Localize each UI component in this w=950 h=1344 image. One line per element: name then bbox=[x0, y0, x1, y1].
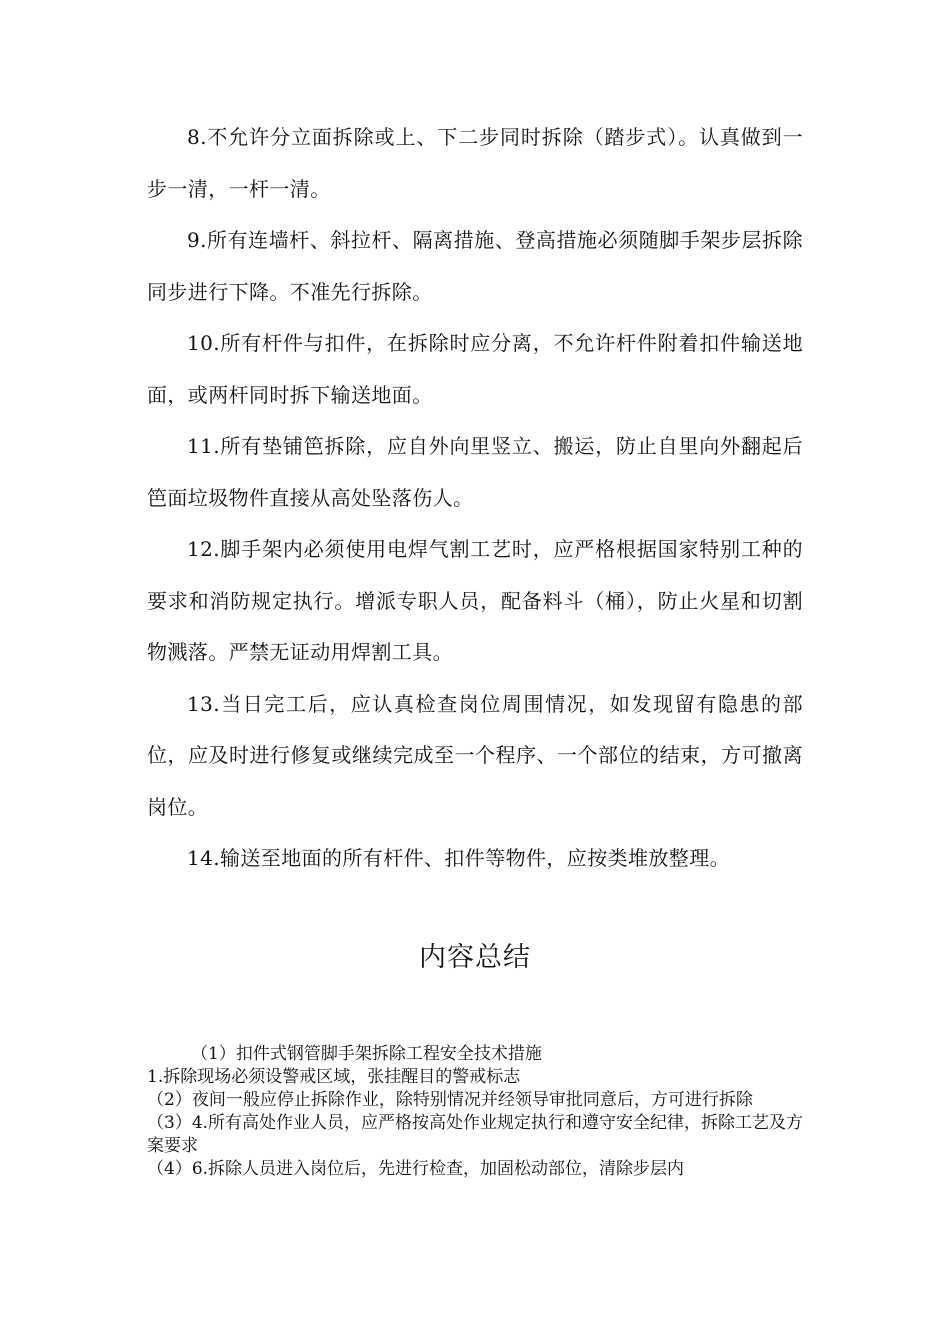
body-text bbox=[147, 112, 803, 885]
paragraph-item-9: 9.所有连墙杆、斜拉杆、隔离措施、登高措施必须随脚手架步层拆除同步进行下降。不准先行拆除。 bbox=[147, 228, 803, 304]
summary-line: （1）扣件式钢管脚手架拆除工程安全技术措施 bbox=[191, 1044, 542, 1064]
paragraph-item-11: 11.所有垫铺笆拆除，应自外向里竖立、搬运，防止自里向外翻起后笆面垃圾物件直接从高处坠落伤人。 bbox=[147, 434, 803, 510]
paragraph-item-13: 13.当日完工后，应认真检查岗位周围情况，如发现留有隐患的部位，应及时进行修复或继续完成至一个程序、一个部位的结束，方可撤离岗位。 bbox=[147, 691, 803, 819]
summary-section bbox=[147, 1043, 807, 1181]
paragraph-item-12: 12.脚手架内必须使用电焊气割工艺时，应严格根据国家特别工种的要求和消防规定执行。增派专职人员，配备料斗（桶），防止火星和切割物溅落。严禁无证动用焊割工具。 bbox=[147, 537, 803, 664]
summary-line: （2）夜间一般应停止拆除作业，除特别情况并经领导审批同意后，方可进行拆除 bbox=[147, 1090, 753, 1110]
paragraph-item-14: 14.输送至地面的所有杆件、扣件等物件，应按类堆放整理。 bbox=[187, 846, 731, 870]
summary-line: （3）4.所有高处作业人员，应严格按高处作业规定执行和遵守安全纪律，拆除工艺及方案要求 bbox=[147, 1113, 804, 1156]
summary-heading: 内容总结 bbox=[419, 942, 531, 973]
summary-line: 1.拆除现场必须设警戒区域，张挂醒目的警戒标志 bbox=[147, 1067, 521, 1087]
paragraph-item-10: 10.所有杆件与扣件，在拆除时应分离，不允许杆件附着扣件输送地面，或两杆同时拆下输送地面。 bbox=[147, 331, 803, 407]
summary-line: （4）6.拆除人员进入岗位后，先进行检查，加固松动部位，清除步层内 bbox=[147, 1159, 685, 1179]
paragraph-item-8: 8.不允许分立面拆除或上、下二步同时拆除（踏步式）。认真做到一步一清，一杆一清。 bbox=[147, 125, 803, 201]
